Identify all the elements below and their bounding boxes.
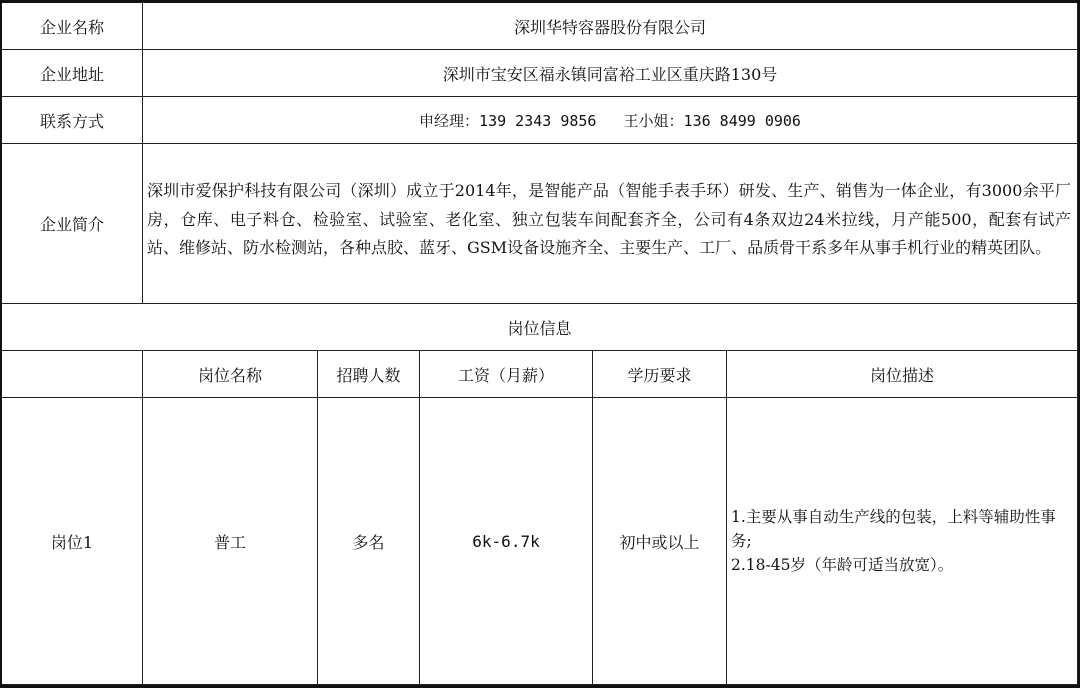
job-row-education: 初中或以上 <box>593 398 727 685</box>
job-header-count: 招聘人数 <box>318 351 420 398</box>
company-intro-label: 企业简介 <box>2 144 143 304</box>
job-row-salary: 6k-6.7k <box>420 398 593 685</box>
job-header-description: 岗位描述 <box>727 351 1078 398</box>
job-row-count: 多名 <box>318 398 420 685</box>
job-description-line-1: 1.主要从事自动生产线的包装，上料等辅助性事务; <box>731 508 1056 550</box>
job-row-label: 岗位1 <box>2 398 143 685</box>
job-header-education: 学历要求 <box>593 351 727 398</box>
job-header-blank <box>2 351 143 398</box>
contact-label: 联系方式 <box>2 97 143 144</box>
company-intro-text: 深圳市爱保护科技有限公司（深圳）成立于2014年，是智能产品（智能手表手环）研发、生产、销售为一体企业，有3000余平厂房，仓库、电子料仓、检验室、试验室、老化室、独立包装车间配套齐全，公司有4条双边24米拉线，月产能500，配套有试产站、维修站、防水检测站，各种点胶、蓝牙、GSM设备设施齐全、主要生产、工厂、品质骨干系多年从事手机行业的精英团队。 <box>143 144 1078 304</box>
company-name-label: 企业名称 <box>2 3 143 50</box>
company-address-label: 企业地址 <box>2 50 143 97</box>
job-row-description <box>727 398 1078 685</box>
job-row-name: 普工 <box>143 398 318 685</box>
job-header-name: 岗位名称 <box>143 351 318 398</box>
contact-value: 申经理：139 2343 9856 王小姐：136 8499 0906 <box>143 97 1078 144</box>
company-name-value: 深圳华特容器股份有限公司 <box>143 3 1078 50</box>
company-address-value: 深圳市宝安区福永镇同富裕工业区重庆路130号 <box>143 50 1078 97</box>
job-section-title: 岗位信息 <box>2 304 1078 351</box>
job-description-line-2: 2.18-45岁（年龄可适当放宽）。 <box>731 556 954 574</box>
job-header-salary: 工资（月薪） <box>420 351 593 398</box>
